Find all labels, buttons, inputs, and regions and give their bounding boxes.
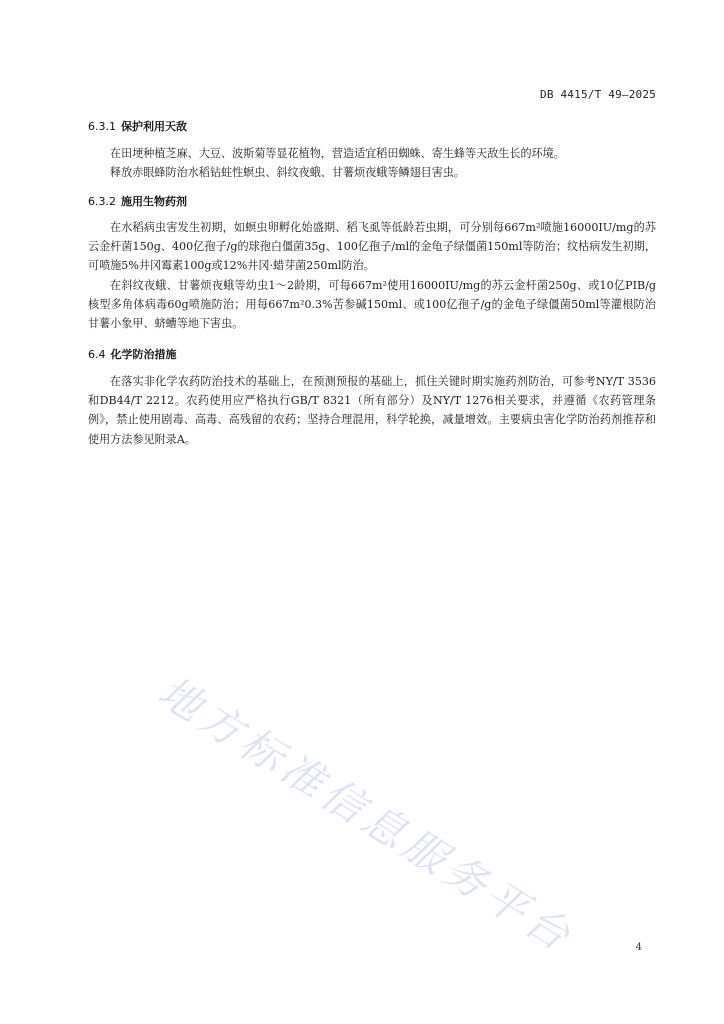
- section-heading-6-3-2: [88, 193, 187, 209]
- watermark: 地方标准信息服务平台: [149, 666, 583, 963]
- paragraph: 释放赤眼蜂防治水稻钻蛀性螟虫、斜纹夜蛾、甘薯烦夜蛾等鳞翅目害虫。: [110, 166, 466, 179]
- section-number: 6.3.1: [88, 120, 116, 133]
- section-heading-6-4: [88, 346, 177, 362]
- paragraph: 在水稻病虫害发生初期，如螟虫卵孵化始盛期、稻飞虱等低龄若虫期，可分别每667m²喷施16000IU/mg的苏云金杆菌150g、400亿孢子/g的球孢白僵菌35g、100亿孢子/ml的金龟子绿僵菌150ml等防治；纹枯病发生初期，可喷施5%井冈霉素100g或12%井冈·蜡芽菌250ml防治。: [88, 221, 656, 273]
- section-title: 施用生物药剂: [121, 195, 187, 208]
- section-heading-6-3-1: [88, 118, 187, 134]
- section-number: 6.4: [88, 348, 106, 361]
- section-title: 保护利用天敌: [121, 120, 187, 133]
- paragraph: 在落实非化学农药防治技术的基础上，在预测预报的基础上，抓住关键时期实施药剂防治，可参考NY/T 3536和DB44/T 2212。农药使用应严格执行GB/T 8321（所有部分）及NY/T 1276相关要求，并遵循《农药管理条例》，禁止使用剧毒、高毒、高残留的农药；坚持合理混用，科学轮换，减量增效。主要病虫害化学防治药剂推荐和使用方法参见附录A。: [88, 375, 656, 446]
- section-number: 6.3.2: [88, 195, 116, 208]
- paragraph: 在斜纹夜蛾、甘薯烦夜蛾等幼虫1～2龄期，可每667m²使用16000IU/mg的苏云金杆菌250g、或10亿PIB/g核型多角体病毒60g喷施防治；用每667m²0.3%苦参碱150ml、或100亿孢子/g的金龟子绿僵菌50ml等灌根防治甘薯小象甲、蛴螬等地下害虫。: [88, 279, 656, 331]
- page-number: 4: [635, 942, 642, 953]
- paragraph: 在田埂种植芝麻、大豆、波斯菊等显花植物，营造适宜稻田蜘蛛、寄生蜂等天敌生长的环境。: [110, 147, 565, 160]
- document-code: DB 4415/T 49—2025: [540, 88, 656, 101]
- section-title: 化学防治措施: [110, 348, 177, 361]
